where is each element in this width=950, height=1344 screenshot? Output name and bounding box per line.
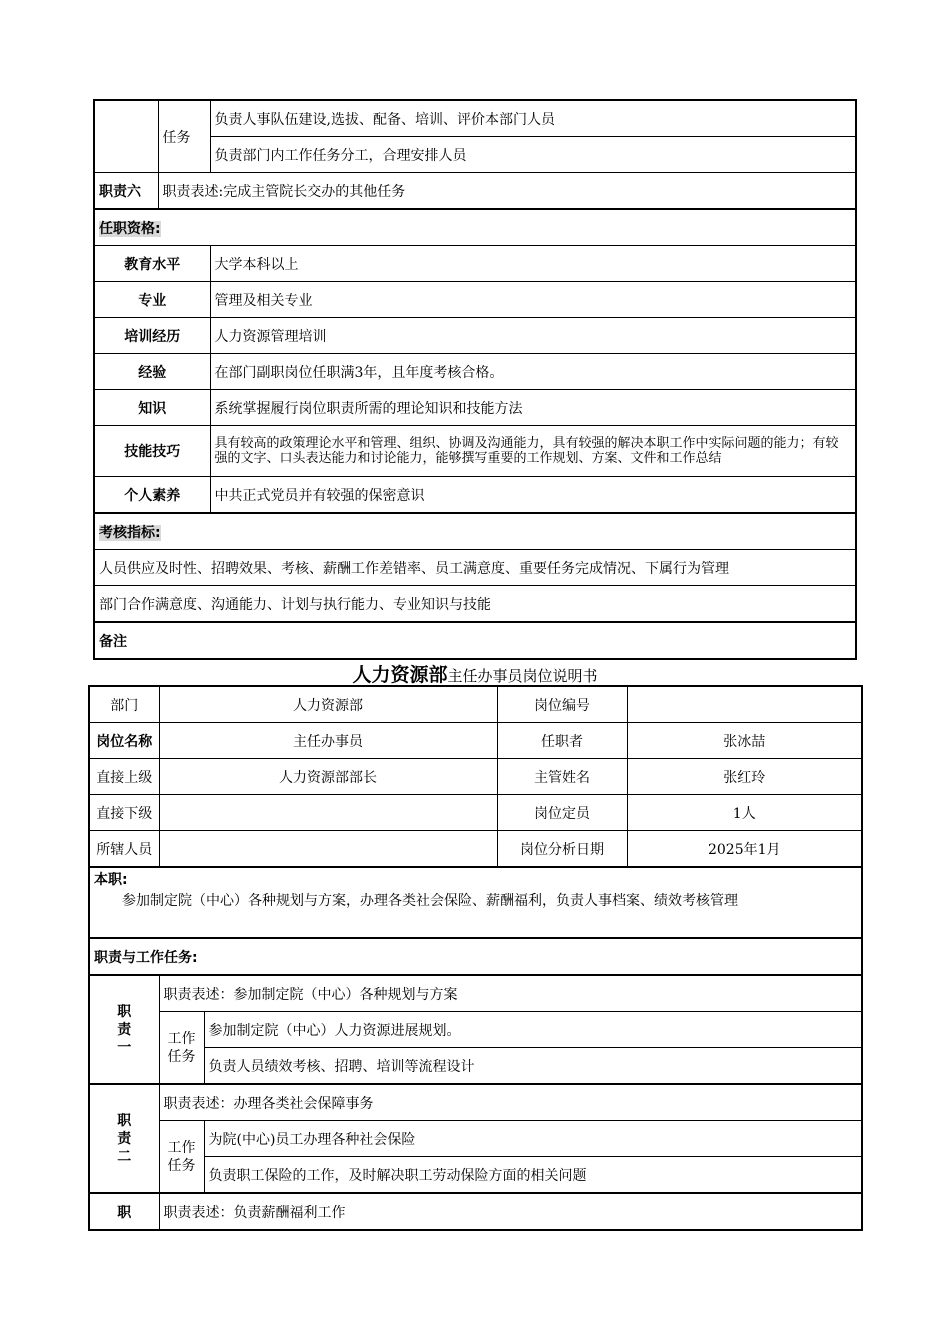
- duty2-task: 负责职工保险的工作，及时解决职工劳动保险方面的相关问题: [204, 1157, 862, 1194]
- qual-label: 经验: [94, 354, 210, 390]
- duty2-task: 为院(中心)员工办理各种社会保险: [204, 1121, 862, 1157]
- duty2-desc: 职责表述：办理各类社会保障事务: [159, 1084, 862, 1121]
- qual-label: 知识: [94, 390, 210, 426]
- task-item: 负责部门内工作任务分工，合理安排人员: [210, 137, 856, 173]
- info-label: 所辖人员: [89, 831, 159, 868]
- info-label: 岗位编号: [497, 686, 627, 723]
- duty1-label: 职责一: [89, 975, 159, 1084]
- info-label: 岗位名称: [89, 723, 159, 759]
- duty6-label: 职责六: [94, 173, 158, 210]
- role-header: 本职:: [94, 872, 128, 888]
- info-label: 主管姓名: [497, 759, 627, 795]
- task-item: 负责人事队伍建设,选拔、配备、培训、评价本部门人员: [210, 100, 856, 137]
- kpi-line: 人员供应及时性、招聘效果、考核、薪酬工作差错率、员工满意度、重要任务完成情况、下属行为管理: [94, 550, 856, 586]
- qual-value: 人力资源管理培训: [210, 318, 856, 354]
- info-value: [159, 831, 497, 868]
- task-label: 任务: [158, 100, 210, 173]
- work-task-label: 工作任务: [159, 1012, 204, 1085]
- duty1-task: 负责人员绩效考核、招聘、培训等流程设计: [204, 1048, 862, 1085]
- qualification-table: [93, 99, 857, 660]
- qual-value: 在部门副职岗位任职满3年，且年度考核合格。: [210, 354, 856, 390]
- duty3-desc: 职责表述：负责薪酬福利工作: [159, 1193, 862, 1230]
- job-description-table: [88, 685, 863, 1231]
- info-value: [159, 795, 497, 831]
- duty6-text: 职责表述:完成主管院长交办的其他任务: [158, 173, 856, 210]
- document-title: [0, 660, 950, 687]
- blank-cell: [94, 100, 158, 173]
- title-department: 人力资源部: [352, 664, 448, 686]
- qual-value: 系统掌握履行岗位职责所需的理论知识和技能方法: [210, 390, 856, 426]
- info-label: 直接上级: [89, 759, 159, 795]
- info-value: 张红玲: [627, 759, 862, 795]
- info-value: 2025年1月: [627, 831, 862, 868]
- kpi-header: 考核指标:: [99, 524, 161, 541]
- qual-value: 中共正式党员并有较强的保密意识: [210, 477, 856, 514]
- info-label: 岗位定员: [497, 795, 627, 831]
- work-task-label: 工作任务: [159, 1121, 204, 1194]
- info-label: 部门: [89, 686, 159, 723]
- info-label: 任职者: [497, 723, 627, 759]
- qual-header: 任职资格:: [99, 220, 161, 237]
- qual-label: 技能技巧: [94, 426, 210, 477]
- info-value: 主任办事员: [159, 723, 497, 759]
- duty1-desc: 职责表述：参加制定院（中心）各种规划与方案: [159, 975, 862, 1012]
- qual-value: 具有较高的政策理论水平和管理、组织、协调及沟通能力，具有较强的解决本职工作中实际问题的能力；有较强的文字、口头表达能力和讨论能力，能够撰写重要的工作规划、方案、文件和工作总结: [210, 426, 856, 477]
- title-position: 主任办事员岗位说明书: [447, 667, 598, 685]
- info-value: 1人: [627, 795, 862, 831]
- duty1-task: 参加制定院（中心）人力资源进展规划。: [204, 1012, 862, 1048]
- qual-label: 个人素养: [94, 477, 210, 514]
- info-label: 直接下级: [89, 795, 159, 831]
- info-value: 人力资源部部长: [159, 759, 497, 795]
- role-text: 参加制定院（中心）各种规划与方案，办理各类社会保险、薪酬福利，负责人事档案、绩效考核管理: [122, 893, 738, 909]
- section-header: [94, 513, 856, 550]
- qual-label: 教育水平: [94, 246, 210, 282]
- kpi-line: 部门合作满意度、沟通能力、计划与执行能力、专业知识与技能: [94, 586, 856, 623]
- role-cell: [89, 867, 862, 938]
- notes-label: 备注: [94, 622, 856, 659]
- qual-value: 大学本科以上: [210, 246, 856, 282]
- duty2-label: 职责二: [89, 1084, 159, 1193]
- qual-label: 培训经历: [94, 318, 210, 354]
- qual-value: 管理及相关专业: [210, 282, 856, 318]
- duties-header: 职责与工作任务:: [89, 938, 862, 975]
- duty3-label: 职: [89, 1193, 159, 1230]
- qual-label: 专业: [94, 282, 210, 318]
- info-label: 岗位分析日期: [497, 831, 627, 868]
- section-header: [94, 209, 856, 246]
- info-value: 张冰喆: [627, 723, 862, 759]
- info-value: [627, 686, 862, 723]
- info-value: 人力资源部: [159, 686, 497, 723]
